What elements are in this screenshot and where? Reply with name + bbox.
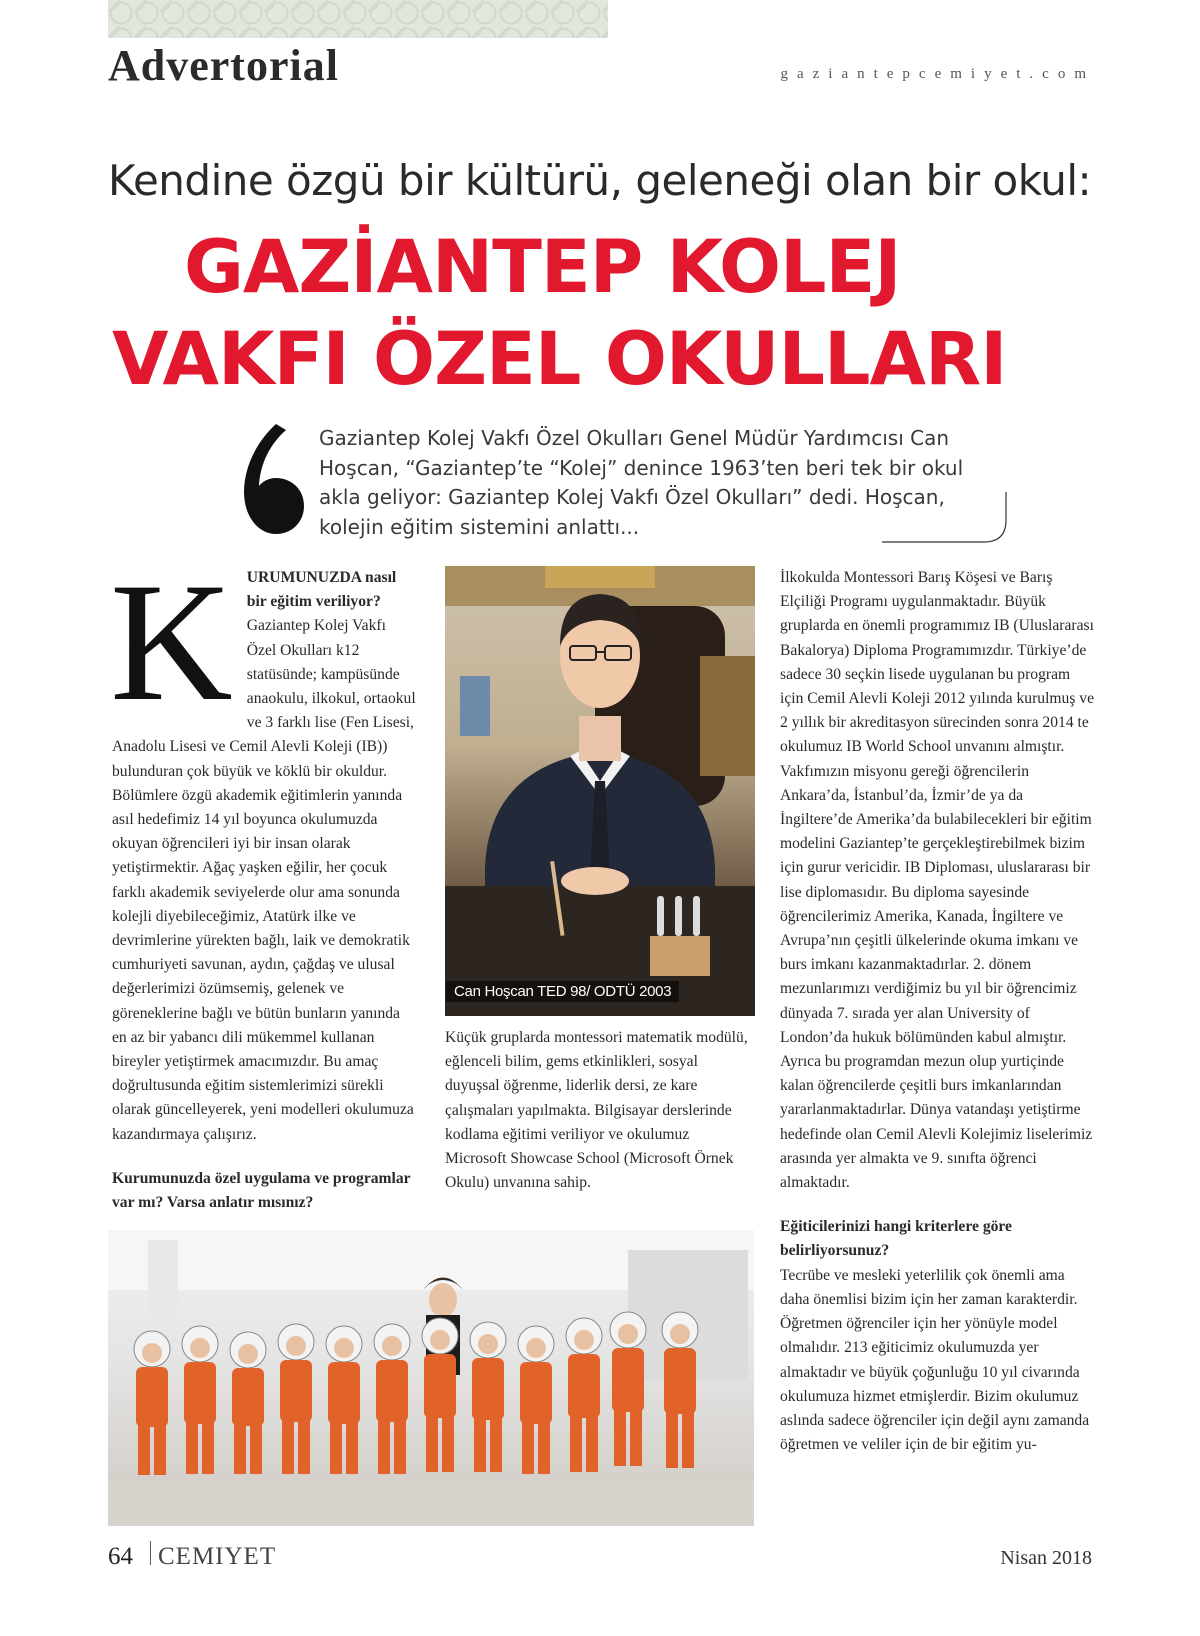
footer-divider — [150, 1541, 151, 1565]
page-number: 64 — [108, 1543, 133, 1570]
question-1: URUMUNUZDA nasıl bir eğitim veriliyor? — [246, 569, 397, 611]
question-3: Eğiticilerinizi hangi kriterlere göre belirliyorsunuz? — [780, 1218, 1012, 1260]
portrait-illustration — [445, 566, 755, 1016]
column-3 — [780, 566, 1095, 1457]
drop-cap: K — [110, 548, 233, 736]
site-url: gaziantepcemiyet.com — [780, 66, 1095, 82]
students-photo — [108, 1230, 754, 1526]
column-1 — [110, 548, 418, 1215]
issue-date: Nisan 2018 — [1000, 1547, 1092, 1569]
article-lede: Gaziantep Kolej Vakfı Özel Okulları Genel Müdür Yardımcısı Can Hoşcan, “Gaziantep’te “Kolej” denince 1963’ten beri tek bir okul akla geliyor: Gaziantep Kolej Vakfı Özel Okulları” dedi. Hoşcan, kolejin eğitim sistemini anlattı... — [319, 426, 964, 539]
answer-2: Küçük gruplarda montessori matematik modülü, eğlenceli bilim, gems etkinlikleri, sosyal duyuşsal öğrenme, liderlik dersi, ze kare çalışmaları yapılmakta. Bilgisayar derslerinde kodlama eğitimi veriliyor ve okulumuz Microsoft Showcase School (Microsoft Örnek Okulu) unvanına sahip. — [445, 1029, 748, 1192]
portrait-photo — [445, 566, 755, 1016]
headline-line-1: GAZİANTEP KOLEJ — [184, 225, 901, 310]
row-of-students — [134, 1312, 698, 1475]
quote-mark-icon — [242, 420, 306, 538]
article-kicker: Kendine özgü bir kültürü, geleneği olan bir okul: — [108, 156, 1092, 205]
section-label: Advertorial — [108, 41, 339, 90]
photo-caption: Can Hoşcan TED 98/ ODTÜ 2003 — [446, 981, 679, 1002]
answer-2-continued: İlkokulda Montessori Barış Köşesi ve Barış Elçiliği Programı uygulanmaktadır. Büyük gruplarda en önemli programımız IB (Uluslararası Bakalorya) Diploma Programımızdır. Türkiye’de sadece 30 seçkin lisede uygulanan bu program için Cemil Alevli Koleji 2012 yılında kurulmuş ve 2 yıllık bir akreditasyon sürecinden sonra 2014 te okulumuz IB World School unvanını almıştır. Vakfımızın misyonu gereği öğrencilerin Ankara’da, İstanbul’da, İzmir’de ya da İngiltere’de Amerika’da bulabilecekleri bir eğitim modelini Gaziantep’te gerçekleştirebilmek bizim için gurur vericidir. IB Diploması, uluslararası bir lise diplomasıdır. Bu diploma sayesinde öğrencilerimiz Amerika, Kanada, İngiltere ve Avrupa’nın çeşitli ülkelerinde okuma imkanı ve burs imkanı kazanmaktadırlar. 2. dönem mezunlarımızı verdiğimiz bu yıl bir öğrencimiz dünyada 7. sırada yer alan University of London’da hukuk bölümünden kabul almıştır. Ayrıca bu programdan mezun olup yurtiçinde kalan öğrencilerde çeşitli burs imkanlarından yararlanmaktadırlar. Dünya vatandaşı yetiştirme hedefinde olan Cemil Alevli Kolejimiz liselerimiz arasında yer almakta ve 9. sınıfta öğrenci almaktadır. — [780, 569, 1095, 1192]
column-2 — [445, 1026, 750, 1195]
question-2: Kurumunuzda özel uygulama ve programlar var mı? Varsa anlatır mısınız? — [112, 1169, 411, 1212]
answer-1: Gaziantep Kolej Vakfı Özel Okulları k12 statüsünde; kampüsünde anaokulu, ilkokul, ortaokul ve 3 farklı lise (Fen Lisesi, Anadolu Lisesi ve Cemil Alevli Koleji (IB)) bulunduran çok büyük ve köklü bir okuldur. Bölümlere özgü akademik eğitimlerin yanında asıl hedefimiz 14 yıl boyunca okulumuzda okuyan öğrencileri iyi bir insan olarak yetiştirmektir. Ağaç yaşken eğilir, her çocuk farklı akademik seviyelerde olur ama sonunda kolejli diyebileceğimiz, Atatürk ilke ve devrimlerine yürekten bağlı, laik ve demokratik cumhuriyeti savunan, aydın, çağdaş ve ulusal değerlerimizi özümsemiş, gelenek ve göreneklerine bağlı ve bütün bunların yanında en az bir yabancı dili mükemmel kullanan bireyler yetiştirmek amacımızdır. Bu amaç doğrultusunda eğitim sistemlerimizi sürekli olarak güncelleyerek, yeni modelleri okulumuza kazandırmaya çalışırız. — [112, 617, 416, 1143]
header-ornament — [108, 0, 608, 38]
students-illustration — [108, 1230, 754, 1526]
lede-underline — [880, 488, 1010, 544]
article-headline — [112, 222, 1006, 406]
answer-3: Tecrübe ve mesleki yeterlilik çok önemli ama daha önemlisi bizim için her zaman karakterdir. Öğretmen öğrenciler için her yönüyle model olmalıdır. 213 eğiticimiz okulumuzda yer almaktadır ve büyük çoğunluğu 10 yıl civarında okulumuza hizmet etmişlerdir. Bizim okulumuz aslında sadece öğrenciler için değil aynı zamanda öğretmen ve veliler için de bir eğitim yu- — [780, 1266, 1090, 1454]
magazine-name: CEMIYET — [158, 1543, 277, 1570]
headline-line-2: VAKFI ÖZEL OKULLARI — [112, 317, 1007, 402]
